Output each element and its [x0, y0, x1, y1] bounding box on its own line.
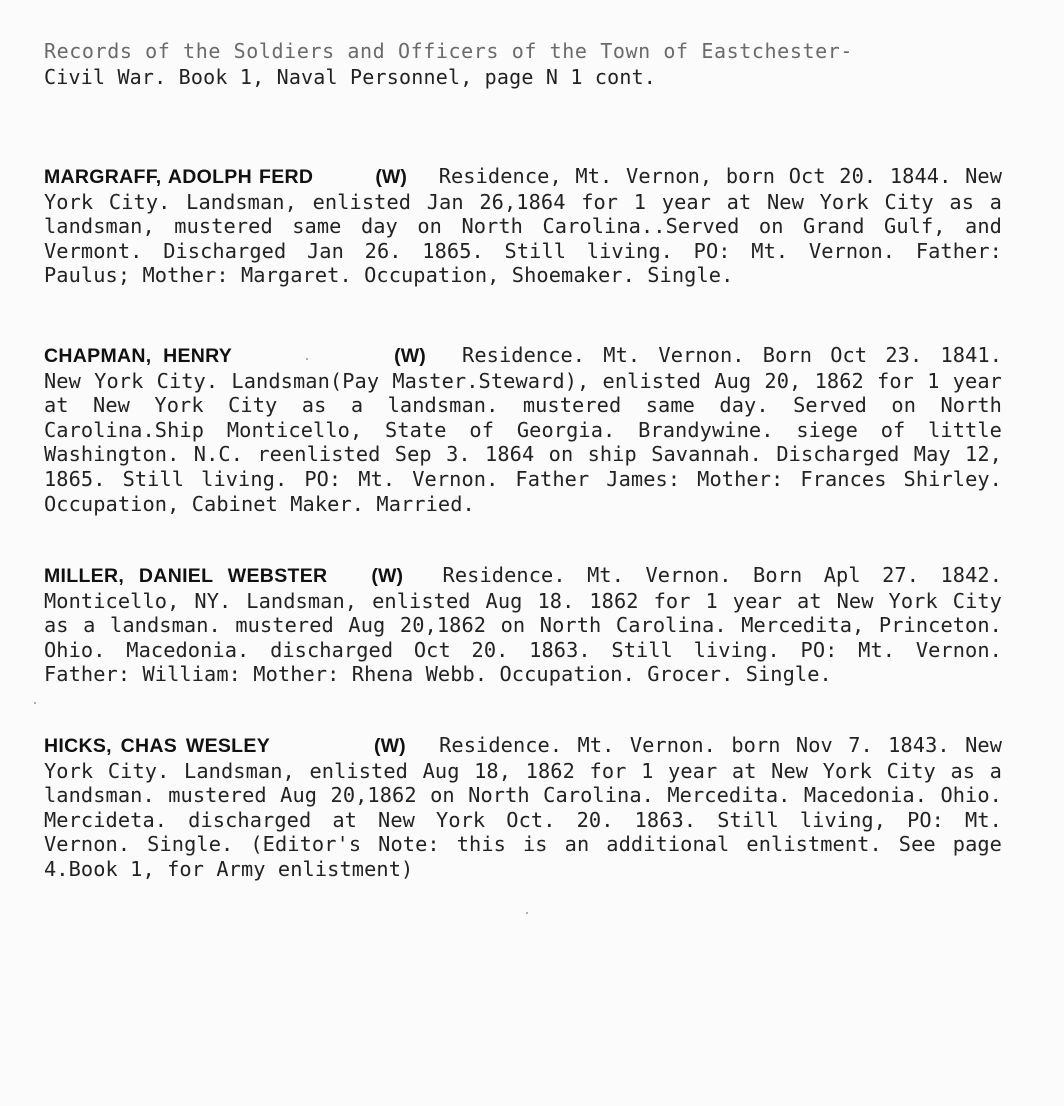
scan-speck: [34, 702, 36, 704]
record-body: Residence. Mt. Vernon. born Nov 7. 1843. New York City. Landsman, enlisted Aug 18, 1862 for 1 year at New York City as a landsman. mustered Aug 20,1862 on North Carolina. Mercedita. Macedonia. Ohio. Mercideta. discharged at New York Oct. 20. 1863. Still living, PO: Mt. Vernon. Single. (Editor's Note: this is an additional enlistment. See page 4.Book 1, for Army enlistment): [44, 733, 1003, 881]
page-header: [44, 38, 1004, 90]
record-body: Residence. Mt. Vernon. Born Oct 23. 1841. New York City. Landsman(Pay Master.Steward), enlisted Aug 20, 1862 for 1 year at New York City as a landsman. mustered same day. Served on North Carolina.Ship Monticello, State of Georgia. Brandywine. siege of little Washington. N.C. reenlisted Sep 3. 1864 on ship Savannah. Discharged May 12, 1865. Still living. PO: Mt. Vernon. Father James: Mother: Frances Shirley. Occupation, Cabinet Maker. Married.: [44, 343, 1003, 516]
record-name: MARGRAFF, ADOLPH FERD: [44, 166, 314, 188]
record-miller: [44, 563, 1002, 687]
record-margraff: [44, 164, 1002, 288]
record-chapman: [44, 343, 1002, 516]
record-hicks: [44, 733, 1002, 882]
scan-speck: [526, 912, 528, 914]
record-tag: (W): [374, 735, 406, 757]
header-title-line: Records of the Soldiers and Officers of the Town of Eastchester-: [44, 39, 854, 63]
header-subtitle-line: Civil War. Book 1, Naval Personnel, page N 1 cont.: [44, 65, 657, 89]
record-tag: (W): [371, 565, 404, 587]
record-name: CHAPMAN, HENRY: [44, 345, 233, 367]
record-name: MILLER, DANIEL WEBSTER: [44, 565, 328, 587]
record-tag: (W): [394, 345, 426, 367]
record-body: Residence. Mt. Vernon. Born Apl 27. 1842. Monticello, NY. Landsman, enlisted Aug 18. 1862 for 1 year at New York City as a landsman. mustered Aug 20,1862 on North Carolina. Mercedita, Princeton. Ohio. Macedonia. discharged Oct 20. 1863. Still living. PO: Mt. Vernon. Father: William: Mother: Rhena Webb. Occupation. Grocer. Single.: [44, 563, 1002, 687]
record-tag: (W): [375, 166, 408, 188]
scan-speck: [306, 358, 308, 360]
record-body: Residence, Mt. Vernon, born Oct 20. 1844. New York City. Landsman, enlisted Jan 26,1864 for 1 year at New York City as a landsman, mustered same day on North Carolina..Served on Grand Gulf, and Vermont. Discharged Jan 26. 1865. Still living. PO: Mt. Vernon. Father: Paulus; Mother: Margaret. Occupation, Shoemaker. Single.: [44, 164, 1003, 288]
record-name: HICKS, CHAS WESLEY: [44, 735, 271, 757]
